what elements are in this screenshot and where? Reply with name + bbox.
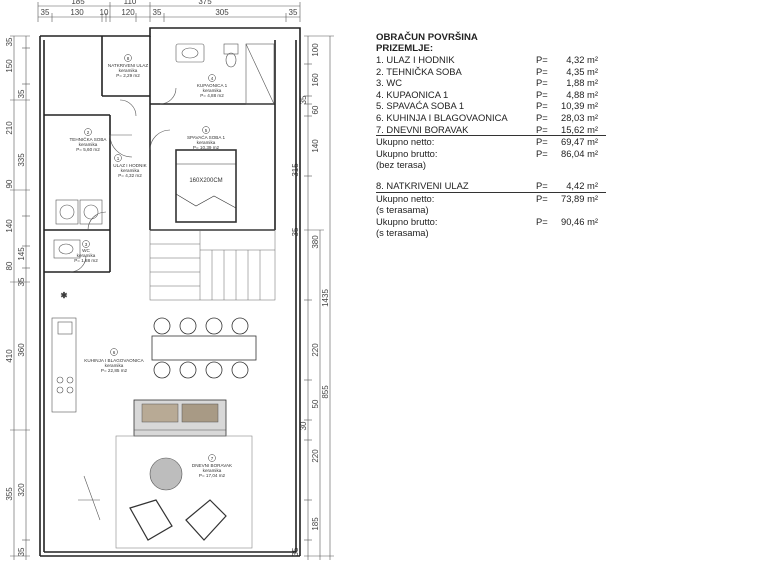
dining-table (152, 318, 256, 378)
dim-right-10: 50 (311, 399, 320, 409)
left-dimensions (10, 36, 30, 560)
dim-right-6: 315 (291, 163, 300, 177)
room-wc (74, 241, 98, 264)
dim-left-1: 35 (5, 37, 14, 47)
total-netto-2: Ukupno netto: P= 73,89 m² (376, 192, 598, 204)
svg-text:keramika: keramika (202, 88, 222, 93)
dim-top2-7: 35 (288, 8, 298, 17)
dim-top-2: 110 (123, 0, 137, 6)
area-row-4: 4. KUPAONICA 1 P= 4,88 m² (376, 88, 598, 100)
svg-text:4: 4 (210, 76, 214, 81)
room-tehnicka-soba (69, 129, 107, 153)
svg-text:WC: WC (82, 248, 90, 253)
dim-top2-1: 35 (40, 8, 50, 17)
note-1: (bez terasa) (376, 159, 427, 171)
total-brutto-2: Ukupno brutto: P= 90,46 m² (376, 215, 598, 227)
dim-top-1: 185 (71, 0, 85, 6)
dim-top2-5: 35 (152, 8, 162, 17)
dim-right-3: 35 (299, 95, 308, 105)
floor-plan (0, 0, 376, 564)
area-row-2: 2. TEHNIČKA SOBA P= 4,35 m² (376, 65, 598, 77)
dim-left-15: 35 (17, 547, 26, 557)
area-row-1: 1. ULAZ I HODNIK P= 4,32 m² (376, 54, 598, 65)
dim-top-3: 375 (198, 0, 212, 6)
svg-text:6: 6 (112, 350, 116, 355)
note-3: (s terasama) (376, 227, 429, 239)
dim-left-8: 145 (17, 247, 26, 261)
sofa (134, 400, 226, 436)
svg-text:P= 22,85 m2: P= 22,85 m2 (100, 368, 128, 373)
bed-label: 160X200CM (189, 178, 223, 184)
svg-text:NATKRIVENI ULAZ: NATKRIVENI ULAZ (107, 63, 149, 68)
room-dnevni-boravak (192, 455, 233, 479)
svg-text:keramika: keramika (120, 168, 140, 173)
dim-top2-4: 120 (121, 8, 135, 17)
svg-text:P= 17,04 m2: P= 17,04 m2 (198, 473, 226, 478)
svg-text:keramika: keramika (196, 140, 216, 145)
dim-left-2: 150 (5, 59, 14, 73)
technical-appliances (56, 200, 102, 224)
area-row-7: 7. DNEVNI BORAVAK P= 15,62 m² (376, 124, 606, 137)
svg-text:2: 2 (86, 130, 90, 135)
svg-text:P= 10,39 m2: P= 10,39 m2 (192, 145, 220, 150)
svg-text:P= 5,60 m2: P= 5,60 m2 (76, 147, 100, 152)
svg-text:ULAZ I HODNIK: ULAZ I HODNIK (113, 163, 147, 168)
dim-left-3: 35 (17, 89, 26, 99)
svg-text:TEHNIČKA SOBA: TEHNIČKA SOBA (69, 137, 107, 142)
dim-right-7: 35 (291, 227, 300, 237)
dim-right-13: 185 (311, 517, 320, 531)
dim-right-total: 1435 (321, 289, 330, 307)
svg-text:1: 1 (116, 156, 120, 161)
dim-left-9: 80 (5, 261, 14, 271)
svg-text:KUHINJA I BLAGOVAONICA: KUHINJA I BLAGOVAONICA (84, 358, 144, 363)
note-2: (s terasama) (376, 204, 429, 216)
dim-left-7: 140 (5, 219, 14, 233)
room-spavaca-soba-1 (187, 127, 225, 151)
table-subtitle: PRIZEMLJE: (376, 43, 434, 54)
dim-left-5: 335 (17, 153, 26, 167)
area-calculation-table (376, 32, 606, 239)
dim-left-11: 410 (5, 349, 14, 363)
room-natkriveni-ulaz (108, 55, 148, 79)
svg-text:DNEVNI BORAVAK: DNEVNI BORAVAK (191, 463, 233, 468)
dim-right-9: 220 (311, 343, 320, 357)
svg-text:P= 1,88 m2: P= 1,88 m2 (74, 258, 98, 263)
svg-text:7: 7 (210, 456, 214, 461)
total-netto-1: Ukupno netto: P= 69,47 m² (376, 136, 598, 148)
dim-right-8: 380 (311, 235, 320, 249)
svg-text:keramika: keramika (202, 468, 222, 473)
svg-text:P= 2,29 m2: P= 2,29 m2 (116, 73, 140, 78)
svg-text:keramika: keramika (76, 253, 96, 258)
dim-top2-6: 305 (215, 8, 229, 17)
svg-text:keramika: keramika (118, 68, 138, 73)
dim-left-10: 35 (17, 277, 26, 287)
dim-left-4: 210 (5, 121, 14, 135)
dim-right-4: 60 (311, 105, 320, 115)
dim-top2-3: 10 (99, 8, 109, 17)
area-row-5: 5. SPAVAĆA SOBA 1 P= 10,39 m² (376, 100, 598, 112)
top-dimension-labels (41, 0, 298, 17)
bed (176, 150, 236, 222)
dim-left-13: 355 (5, 487, 14, 501)
dim-right-5: 140 (311, 139, 320, 153)
right-dimension-labels (291, 43, 330, 557)
room-kupaonica-1 (197, 75, 228, 99)
area-row-8: 8. NATKRIVENI ULAZ P= 4,42 m² (376, 180, 606, 193)
svg-text:P= 4,32 m2: P= 4,32 m2 (118, 173, 142, 178)
table-title: OBRAČUN POVRŠINA (376, 32, 478, 43)
dim-right-2: 160 (311, 73, 320, 87)
room-kuhinja-i-blagovaonica (84, 349, 144, 374)
svg-text:8: 8 (126, 56, 130, 61)
star-icon: ✱ (60, 291, 68, 300)
left-dimension-labels (5, 37, 26, 556)
area-row-3: 3. WC P= 1,88 m² (376, 77, 598, 89)
dim-right-1: 100 (311, 43, 320, 57)
dim-right-14: 35 (291, 547, 300, 557)
dim-left-14: 320 (17, 483, 26, 497)
room-ulaz-i-hodnik (113, 155, 147, 179)
dim-left-12: 360 (17, 343, 26, 357)
svg-text:SPAVAĆA SOBA 1: SPAVAĆA SOBA 1 (186, 135, 226, 140)
living-room-furniture (78, 436, 252, 548)
dim-top2-2: 130 (70, 8, 84, 17)
kitchen-counter (52, 291, 76, 412)
svg-text:KUPAONICA 1: KUPAONICA 1 (196, 83, 228, 88)
dim-right-11: 30 (299, 421, 308, 431)
svg-text:keramika: keramika (78, 142, 98, 147)
stairs (150, 230, 275, 300)
dim-right-mid: 855 (321, 385, 330, 399)
svg-text:P= 4,88 m2: P= 4,88 m2 (200, 93, 224, 98)
dim-right-12: 220 (311, 449, 320, 463)
svg-text:keramika: keramika (104, 363, 124, 368)
area-row-6: 6. KUHINJA I BLAGOVAONICA P= 28,03 m² (376, 111, 598, 123)
total-brutto-1: Ukupno brutto: P= 86,04 m² (376, 147, 598, 159)
dim-left-6: 90 (5, 179, 14, 189)
svg-text:5: 5 (204, 128, 208, 133)
svg-text:3: 3 (84, 242, 88, 247)
